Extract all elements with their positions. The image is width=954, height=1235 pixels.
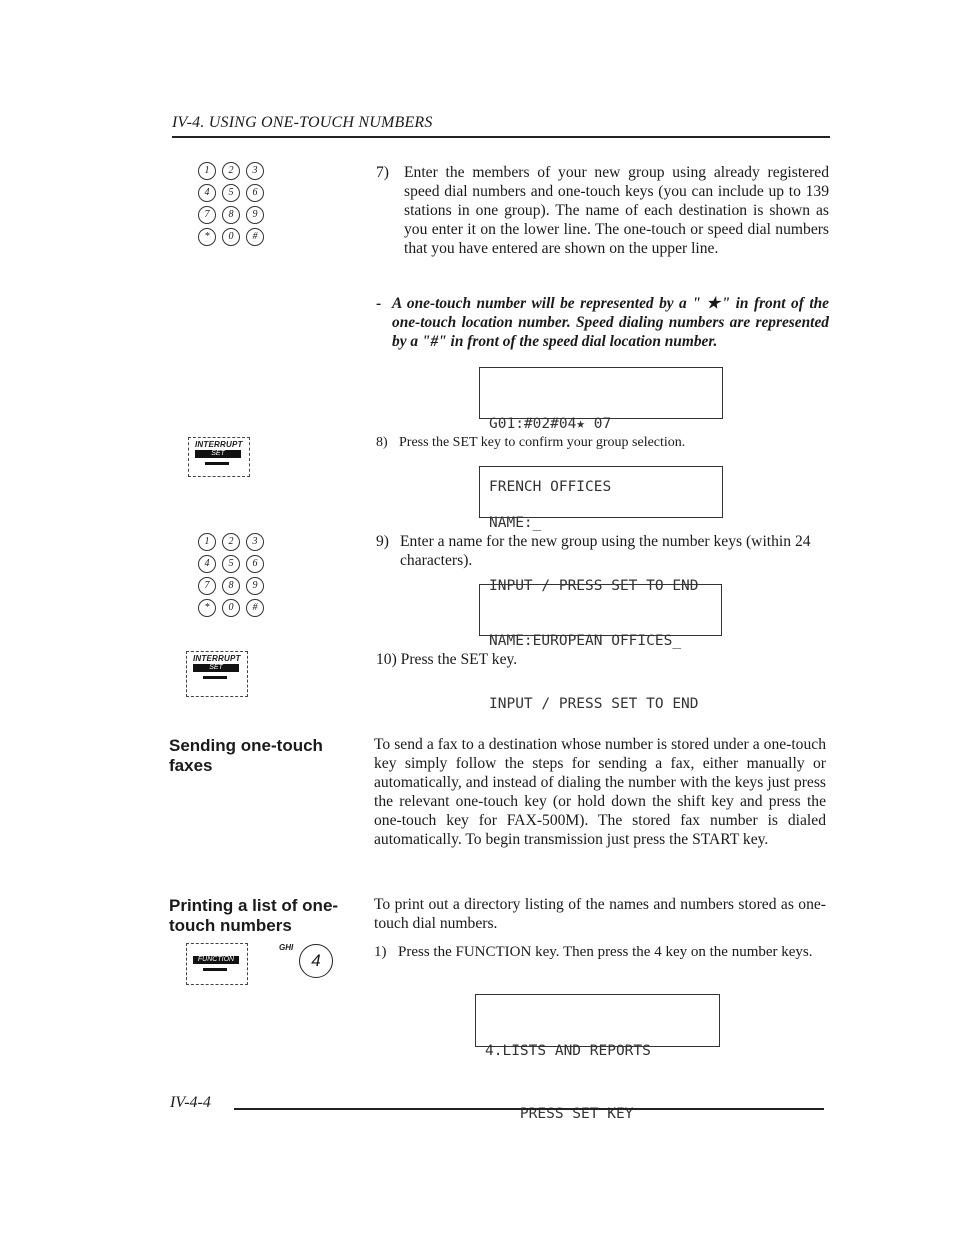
keypad-row xyxy=(196,553,286,575)
header-rule xyxy=(172,136,830,138)
number-4-key-icon: 4 xyxy=(299,944,333,978)
key-4-icon: 4 xyxy=(198,555,216,573)
step-number: 8) xyxy=(376,435,388,450)
key-6-icon: 6 xyxy=(246,555,264,573)
key-3-icon: 3 xyxy=(246,162,264,180)
key-5-icon: 5 xyxy=(222,555,240,573)
keypad-row xyxy=(196,597,286,619)
key-2-icon: 2 xyxy=(222,533,240,551)
key-7-icon: 7 xyxy=(198,206,216,224)
set-key-icon xyxy=(186,651,248,697)
key-bar xyxy=(205,462,229,465)
key-bar xyxy=(203,968,227,971)
interrupt-label: INTERRUPT xyxy=(193,654,241,663)
lcd-line-2: PRESS SET KEY xyxy=(485,1106,634,1122)
step-1 xyxy=(374,943,826,962)
key-1-icon: 1 xyxy=(198,533,216,551)
key-2-icon: 2 xyxy=(222,162,240,180)
key-3-icon: 3 xyxy=(246,533,264,551)
lcd-line-2: INPUT / PRESS SET TO END xyxy=(489,578,699,594)
keypad-row xyxy=(196,160,286,182)
section-text: To print out a directory listing of the names and numbers stored as one-touch dial numbers. xyxy=(374,896,826,932)
step-7 xyxy=(376,163,829,258)
key-8-icon: 8 xyxy=(222,577,240,595)
lcd-line-1: G01:#02#04★ 07 xyxy=(489,416,612,432)
section-heading: Sending one-touch faxes xyxy=(169,736,323,775)
key-4-icon: 4 xyxy=(198,184,216,202)
note-dash: - xyxy=(376,295,382,312)
key-star-icon: * xyxy=(198,228,216,246)
lcd-line-1: NAME:EUROPEAN OFFICES_ xyxy=(489,633,682,649)
key-0-icon: 0 xyxy=(222,599,240,617)
step-number: 1) xyxy=(374,944,387,960)
note xyxy=(376,294,829,351)
lcd-display xyxy=(479,584,722,712)
keypad-row xyxy=(196,182,286,204)
key-hash-icon: # xyxy=(246,599,264,617)
step-text: Enter the members of your new group using already registered speed dial numbers and one-touch keys (you can include up to 139 stations in one group). The name of each destination is shown as you enter it on the lower line. The one-touch or speed dial numbers that you have entered are shown on the upper line. xyxy=(404,164,829,257)
step-text: Press the FUNCTION key. Then press the 4 key on the number keys. xyxy=(398,944,813,960)
step-10: 10) Press the SET key. xyxy=(376,651,518,668)
step-8 xyxy=(376,433,829,452)
key-5-icon: 5 xyxy=(222,184,240,202)
key-bar xyxy=(203,676,227,679)
step-number: 9) xyxy=(376,533,389,550)
running-header: IV-4. USING ONE-TOUCH NUMBERS xyxy=(172,114,433,131)
interrupt-label: INTERRUPT xyxy=(195,440,243,449)
set-label: SET xyxy=(195,450,241,458)
lcd-line-2: FRENCH OFFICES xyxy=(489,479,612,495)
lcd-line-2: INPUT / PRESS SET TO END xyxy=(489,696,699,712)
key-9-icon: 9 xyxy=(246,206,264,224)
footer-rule xyxy=(234,1108,824,1110)
step-text: Press the SET key to confirm your group selection. xyxy=(399,435,686,450)
keypad-row xyxy=(196,226,286,248)
key-6-icon: 6 xyxy=(246,184,264,202)
function-label: FUNCTION xyxy=(193,956,239,964)
lcd-line-1: 4.LISTS AND REPORTS xyxy=(485,1043,651,1059)
lcd-display xyxy=(475,994,720,1122)
section-text: To send a fax to a destination whose number is stored under a one-touch key simply follow the steps for sending a fax, either manually or automatically, and instead of dialing the number with the keys just press the relevant one-touch key (or hold down the shift key and press the one-touch key for FAX-500M). The stored fax number is dialed automatically. To begin transmission just press the START key. xyxy=(374,736,826,848)
set-label: SET xyxy=(193,664,239,672)
note-text: A one-touch number will be represented by a " ★" in front of the one-touch location number. Speed dialing numbers are represented by a "#" in front of the speed dial location number. xyxy=(392,295,829,350)
key-1-icon: 1 xyxy=(198,162,216,180)
key-hash-icon: # xyxy=(246,228,264,246)
page-number: IV-4-4 xyxy=(170,1094,211,1111)
function-key-icon xyxy=(186,943,248,985)
key-9-icon: 9 xyxy=(246,577,264,595)
step-text: Enter a name for the new group using the number keys (within 24 characters). xyxy=(400,533,811,569)
keypad-row xyxy=(196,531,286,553)
key-7-icon: 7 xyxy=(198,577,216,595)
number-keypad-icon xyxy=(196,531,286,619)
key-letters: GHI xyxy=(279,943,294,952)
keypad-row xyxy=(196,204,286,226)
set-key-icon xyxy=(188,437,250,477)
lcd-line-1: NAME:_ xyxy=(489,515,542,531)
number-keypad-icon xyxy=(196,160,286,248)
step-9 xyxy=(376,532,829,570)
step-number: 7) xyxy=(376,164,389,181)
section-heading: Printing a list of one-touch numbers xyxy=(169,896,339,935)
keypad-row xyxy=(196,575,286,597)
key-0-icon: 0 xyxy=(222,228,240,246)
key-8-icon: 8 xyxy=(222,206,240,224)
key-star-icon: * xyxy=(198,599,216,617)
